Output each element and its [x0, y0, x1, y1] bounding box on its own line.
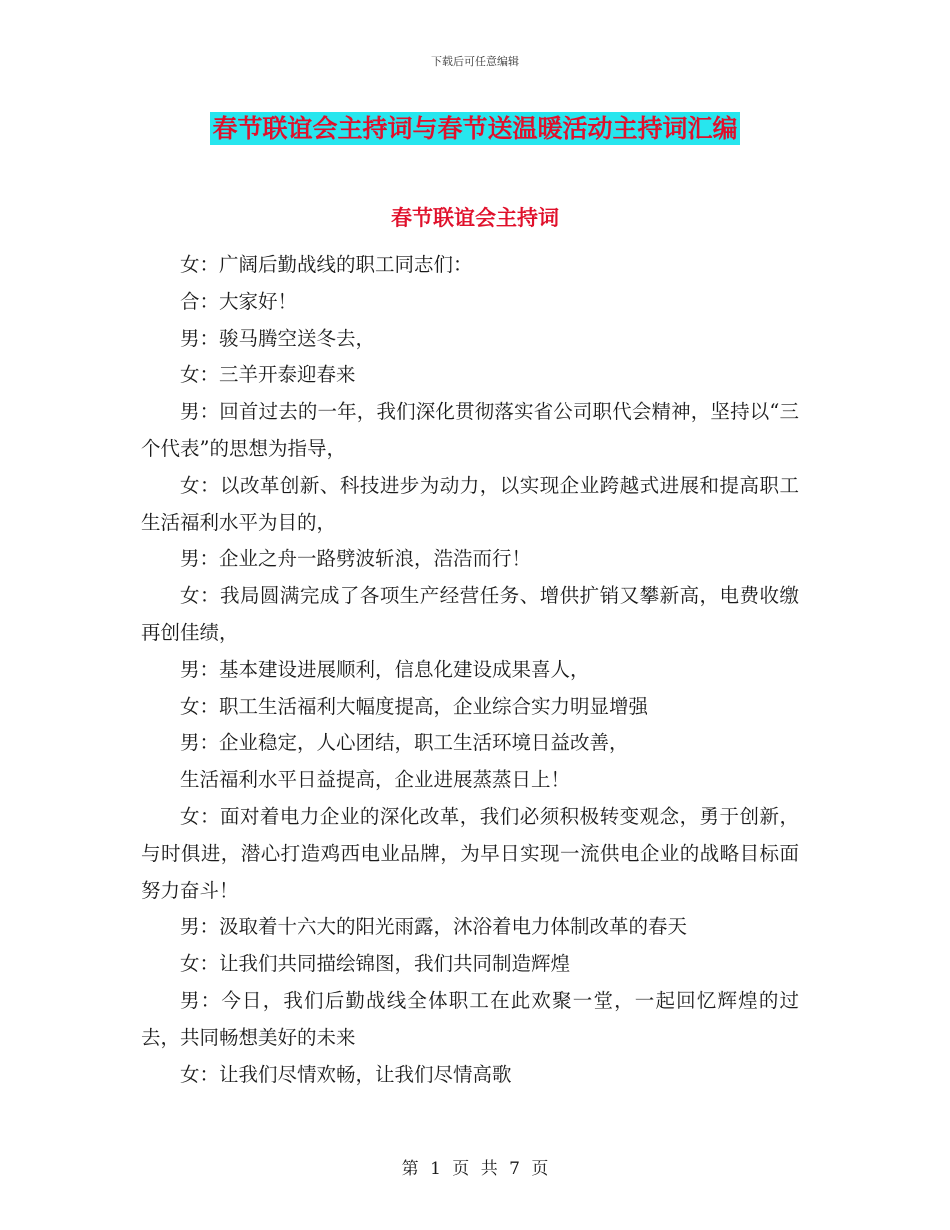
paragraph: 女：三羊开泰迎春来: [180, 363, 356, 387]
paragraph: 女：以改革创新、科技进步为动力，以实现企业跨越式进展和提高职工生活福利水平为目的，: [141, 473, 799, 534]
page-header-note: 下载后可任意编辑: [431, 55, 519, 68]
paragraph: 男：企业稳定，人心团结，职工生活环境日益改善，: [180, 731, 629, 755]
paragraph: 女：职工生活福利大幅度提高，企业综合实力明显增强: [180, 694, 649, 718]
paragraph: 生活福利水平日益提高，企业进展蒸蒸日上！: [180, 768, 571, 792]
paragraph: 男：汲取着十六大的阳光雨露，沐浴着电力体制改革的春天: [180, 915, 688, 939]
document-title: [0, 112, 950, 146]
paragraph: 女：我局圆满完成了各项生产经营任务、增供扩销又攀新高，电费收缴再创佳绩，: [141, 584, 799, 644]
paragraph: 合：大家好！: [180, 289, 298, 313]
document-title-text: 春节联谊会主持词与春节送温暖活动主持词汇编: [212, 114, 738, 143]
paragraph: 男：基本建设进展顺利，信息化建设成果喜人，: [180, 657, 590, 681]
paragraph: 女：让我们尽情欢畅，让我们尽情高歌: [180, 1062, 512, 1086]
paragraph: 男：回首过去的一年，我们深化贯彻落实省公司职代会精神，坚持以“三个代表”的思想为指导，: [141, 400, 799, 460]
paragraph: 女：让我们共同描绘锦图，我们共同制造辉煌: [180, 952, 571, 976]
paragraph: 女：广阔后勤战线的职工同志们：: [180, 253, 473, 276]
paragraph: 男：企业之舟一路劈波斩浪，浩浩而行！: [180, 547, 532, 571]
paragraph: 女：面对着电力企业的深化改革，我们必须积极转变观念，勇于创新，与时俱进，潜心打造鸡西电业品牌，为早日实现一流供电企业的战略目标面努力奋斗！: [141, 804, 799, 902]
paragraph: 男：骏马腾空送冬去，: [180, 326, 376, 350]
section-title: 春节联谊会主持词: [391, 205, 559, 230]
page-footer: 第 1 页 共 7 页: [401, 1159, 549, 1179]
paragraph: 男：今日，我们后勤战线全体职工在此欢聚一堂，一起回忆辉煌的过去，共同畅想美好的未来: [141, 988, 799, 1049]
document-body: [141, 247, 799, 1093]
